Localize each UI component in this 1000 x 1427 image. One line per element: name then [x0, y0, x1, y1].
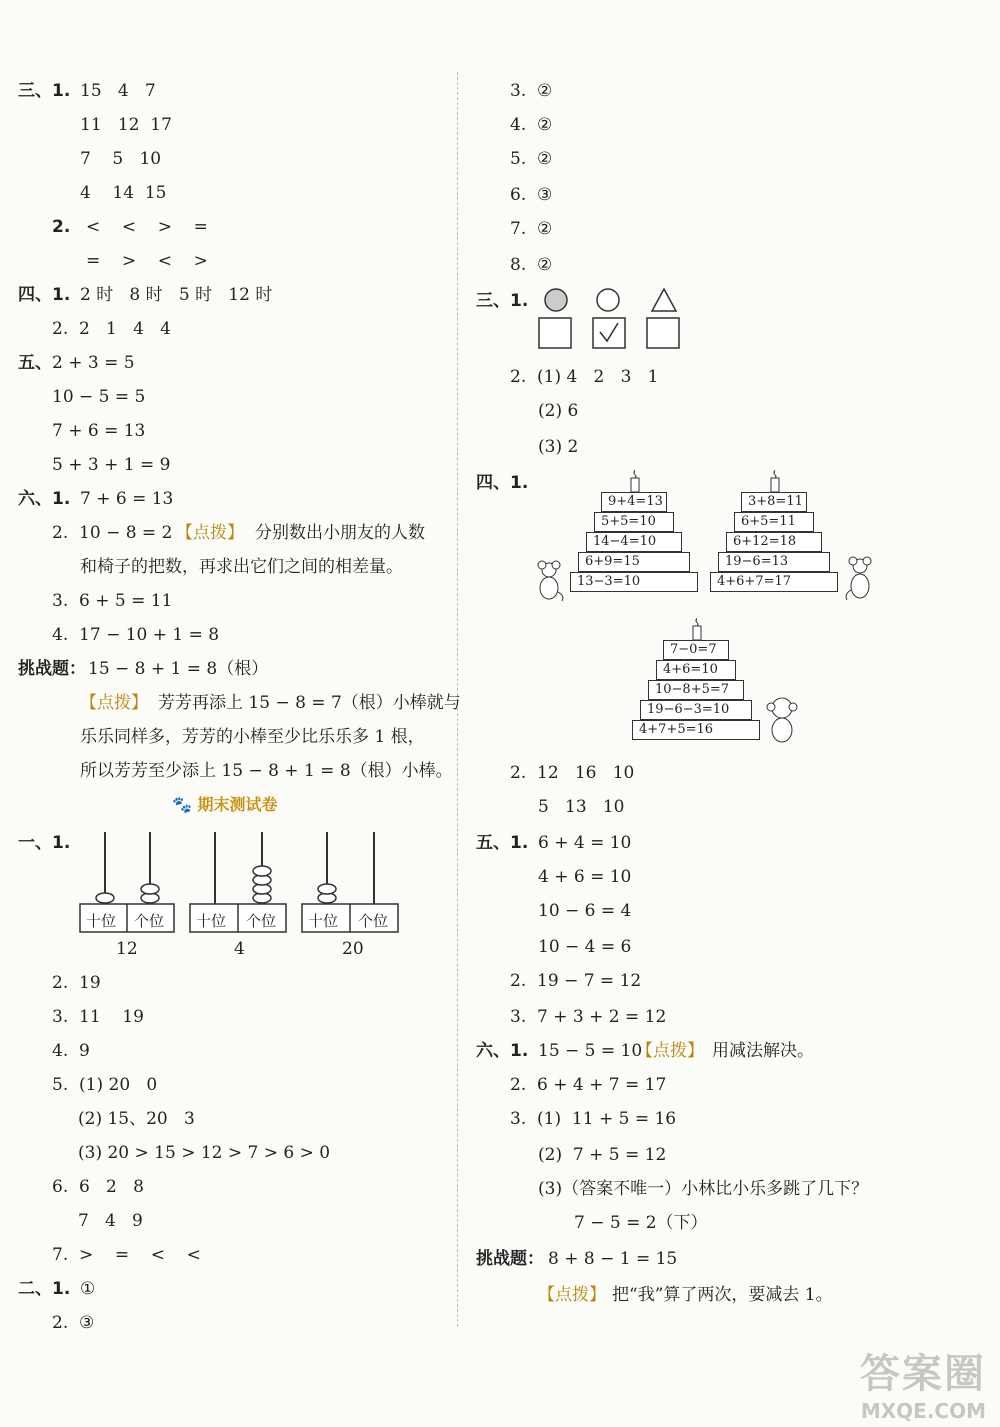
pyramid-row: 6+12=18 [726, 532, 822, 552]
pyramid-row: 14−4=10 [586, 532, 682, 552]
answer-row: 2. (1) 4 2 3 1 [510, 367, 659, 387]
pyramid-row: 6+9=15 [578, 552, 690, 572]
abacus-tens-label: 十位 [196, 912, 227, 930]
pyramid-figure [570, 470, 700, 602]
shapes-figure [536, 286, 696, 352]
answer-row: 3. 7 + 3 + 2 = 12 [510, 1007, 667, 1027]
hint-text: 分别数出小朋友的人数 [255, 523, 425, 543]
answer-row: (2) 7 + 5 = 12 [538, 1145, 667, 1165]
answer-row: 15 − 8 + 1 = 8（根） [88, 659, 269, 679]
answer-row: 5 13 10 [538, 797, 625, 817]
answer-row: 10 − 6 = 4 [538, 901, 632, 921]
answer-row: 7 + 6 = 13 [52, 421, 146, 441]
section-6-number: 六、1. [476, 1041, 529, 1061]
answer-row: < < > = [86, 217, 208, 237]
answer-row: 5. (1) 20 0 [52, 1075, 158, 1095]
answer-row: 4. 9 [52, 1041, 90, 1061]
answer-row: 2. 6 + 4 + 7 = 17 [510, 1075, 667, 1095]
triangle-icon [652, 289, 676, 311]
hint-tag: 【点拨】 [538, 1285, 606, 1305]
pyramid-row: 4+6+7=17 [710, 572, 838, 592]
answer-row: 2. ③ [52, 1313, 95, 1333]
answer-row: 3. 6 + 5 = 11 [52, 591, 173, 611]
answer-row: 5. ② [510, 149, 553, 169]
hint-text: 和椅子的把数，再求出它们之间的相差量。 [80, 557, 403, 577]
answer-row: 11 12 17 [80, 115, 172, 135]
section-4-number: 四、1. [18, 285, 71, 305]
circle-icon [597, 289, 619, 311]
answer-row: 4. ② [510, 115, 553, 135]
pyramid-row: 19−6=13 [718, 552, 830, 572]
answer-row: 6. ③ [510, 185, 553, 205]
hint-text: 乐乐同样多，芳芳的小棒至少比乐乐多 1 根， [80, 727, 425, 747]
pyramid-row: 9+4=13 [601, 492, 667, 512]
answer-row: (3) 20 > 15 > 12 > 7 > 6 > 0 [78, 1143, 331, 1163]
pyramid-row: 4+6=10 [656, 660, 736, 680]
section-6-number: 六、1. [18, 489, 71, 509]
abacus-value: 20 [342, 939, 364, 959]
answer-box [647, 318, 679, 348]
answer-row: 7. ② [510, 219, 553, 239]
abacus-ones-label: 个位 [134, 912, 165, 930]
answer-row: 2. 19 − 7 = 12 [510, 971, 642, 991]
answer-row: (3)（答案不唯一）小林比小乐多跳了几下？ [538, 1179, 869, 1199]
section-1-number: 一、1. [18, 833, 71, 853]
answer-row: 7 5 10 [80, 149, 162, 169]
answer-row: 3. (1) 11 + 5 = 16 [510, 1109, 677, 1129]
answer-row: 3. 11 19 [52, 1007, 144, 1027]
answer-row: (2) 15、20 3 [78, 1109, 195, 1129]
answer-row: 8. ② [510, 255, 553, 275]
watermark-text: 答案圈 [860, 1351, 986, 1397]
watermark-url: MXQE.COM [860, 1399, 986, 1423]
answer-row: (3) 2 [538, 437, 579, 457]
answer-row: 7 4 9 [78, 1211, 143, 1231]
mouse-icon [842, 556, 878, 602]
hint-text: 所以芳芳至少添上 15 − 8 + 1 = 8（根）小棒。 [80, 761, 453, 781]
pyramid-figure [632, 618, 762, 750]
hint-text: 用减法解决。 [712, 1041, 814, 1061]
abacus-value: 4 [234, 939, 245, 959]
answer-row: 10 − 5 = 5 [52, 387, 146, 407]
abacus-ones-label: 个位 [358, 912, 389, 930]
answer-row: 10 − 4 = 6 [538, 937, 632, 957]
answer-row: 7 + 6 = 13 [80, 489, 174, 509]
shaded-circle-icon [545, 289, 567, 311]
section-title: 🐾 期末测试卷 [172, 795, 278, 814]
pyramid-row: 5+5=10 [594, 512, 674, 532]
hint-tag: 【点拨】 [636, 1041, 704, 1061]
abacus-ones-label: 个位 [246, 912, 277, 930]
answer-row: 3. ② [510, 81, 553, 101]
pyramid-row: 13−3=10 [570, 572, 698, 592]
pyramid-row: 3+8=11 [741, 492, 807, 512]
question-number: 2. [52, 217, 71, 237]
abacus-tens-label: 十位 [86, 912, 117, 930]
section-3-number: 三、1. [476, 291, 529, 311]
pyramid-row: 19−6−3=10 [640, 700, 752, 720]
section-5-number: 五、 [18, 353, 52, 373]
challenge-label: 挑战题： [476, 1249, 544, 1269]
section-2-number: 二、1. [18, 1279, 71, 1299]
monkey-icon [762, 694, 802, 744]
hint-text: 把“我”算了两次，要减去 1。 [612, 1285, 833, 1305]
challenge-label: 挑战题： [18, 659, 86, 679]
answer-row: 4 + 6 = 10 [538, 867, 632, 887]
pyramid-row: 4+7+5=16 [632, 720, 760, 740]
answer-row: = > < > [86, 251, 208, 271]
answer-row: 4. 17 − 10 + 1 = 8 [52, 625, 220, 645]
hint-tag: 【点拨】 [80, 693, 148, 713]
answer-row: 7. > = < < [52, 1245, 201, 1265]
answer-row: 6. 6 2 8 [52, 1177, 144, 1197]
pyramid-figure [710, 470, 840, 602]
mouse-icon [532, 560, 566, 602]
section-4-number: 四、1. [476, 473, 529, 493]
answer-row: 5 + 3 + 1 = 9 [52, 455, 171, 475]
answer-row: 4 14 15 [80, 183, 167, 203]
answer-row: 2 时 8 时 5 时 12 时 [80, 285, 273, 305]
hint-text: 芳芳再添上 15 − 8 = 7（根）小棒就与 [158, 693, 461, 713]
answer-row: 2. 2 1 4 4 [52, 319, 171, 339]
candle-icon [628, 470, 642, 492]
answer-row: 15 4 7 [80, 81, 156, 101]
answer-row: ① [80, 1279, 96, 1299]
abacus-value: 12 [116, 939, 138, 959]
answer-row: 2 + 3 = 5 [52, 353, 135, 373]
answer-box [539, 318, 571, 348]
answer-row: 2. 10 − 8 = 2 [52, 523, 173, 543]
answer-row: (2) 6 [538, 401, 579, 421]
pyramid-row: 7−0=7 [663, 640, 729, 660]
pyramid-row: 10−8+5=7 [648, 680, 744, 700]
abacus-tens-label: 十位 [308, 912, 339, 930]
answer-box-checked [593, 318, 625, 348]
answer-row: 7 − 5 = 2（下） [574, 1213, 708, 1233]
answer-row: 2. 19 [52, 973, 101, 993]
hint-tag: 【点拨】 [176, 523, 244, 543]
answer-row: 8 + 8 − 1 = 15 [548, 1249, 678, 1269]
watermark [860, 1342, 986, 1423]
answer-row: 15 − 5 = 10 [538, 1041, 643, 1061]
section-5-number: 五、1. [476, 833, 529, 853]
paw-icon: 🐾 [172, 795, 198, 814]
section-3-number: 三、1. [18, 81, 71, 101]
candle-icon [768, 470, 782, 492]
answer-row: 6 + 4 = 10 [538, 833, 632, 853]
candle-icon [690, 618, 704, 640]
pyramid-row: 6+5=11 [734, 512, 814, 532]
answer-row: 2. 12 16 10 [510, 763, 635, 783]
